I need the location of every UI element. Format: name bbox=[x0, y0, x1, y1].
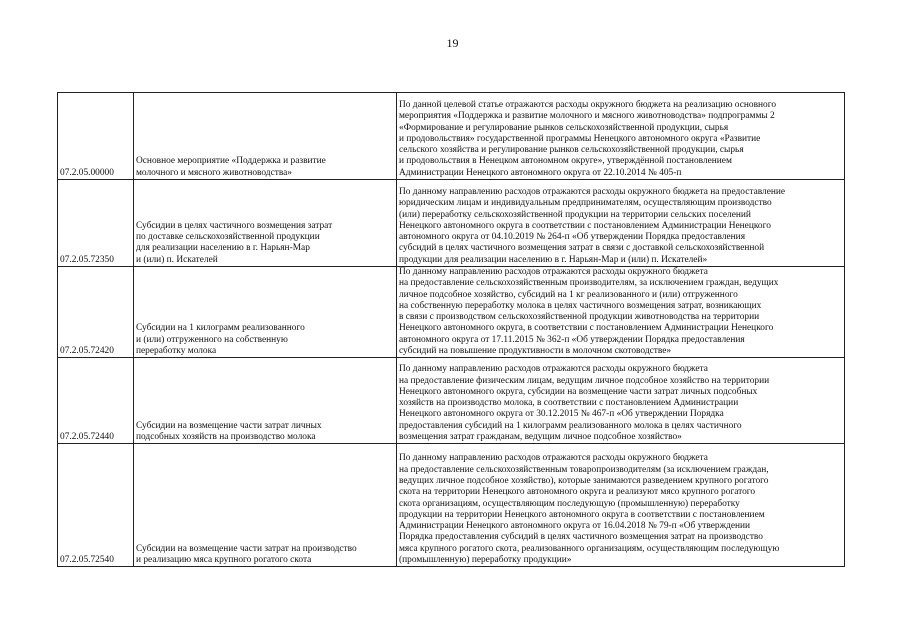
row-name bbox=[134, 444, 397, 567]
table-row bbox=[58, 358, 845, 444]
name-line: подсобных хозяйств на производство молока bbox=[136, 432, 316, 443]
desc-line: продукции для реализации населению в г. Нарьян-Мар и (или) п. Искателей» bbox=[399, 254, 708, 265]
name-line: молочного и мясного животноводства» bbox=[136, 167, 292, 178]
desc-line: Администрации Ненецкого автономного округа от 16.04.2018 № 79-п «Об утверждении bbox=[399, 521, 751, 532]
row-code: 07.2.05.72420 bbox=[58, 267, 134, 358]
desc-line: По данному направлению расходов отражаются расходы окружного бюджета на предоставление bbox=[399, 186, 786, 197]
table-row bbox=[58, 180, 845, 267]
name-line: Субсидии на возмещение части затрат личных bbox=[136, 420, 322, 431]
desc-line: Администрации Ненецкого автономного округа от 22.10.2014 № 405-п bbox=[399, 167, 682, 178]
name-line: переработку молока bbox=[136, 346, 217, 357]
desc-line: на предоставление сельскохозяйственным товаропроизводителям (за исключением граждан, bbox=[399, 464, 769, 475]
desc-line: По данному направлению расходов отражаются расходы окружного бюджета bbox=[399, 267, 708, 277]
page-number: 19 bbox=[446, 36, 459, 50]
row-description bbox=[397, 444, 845, 567]
desc-line: возмещения затрат гражданам, ведущим личное подсобное хозяйство» bbox=[399, 432, 682, 443]
name-line: Основное мероприятие «Поддержка и развитие bbox=[136, 156, 326, 167]
row-code: 07.2.05.72540 bbox=[58, 444, 134, 567]
table-row bbox=[58, 267, 845, 358]
budget-classification-table bbox=[57, 92, 845, 567]
row-name bbox=[134, 180, 397, 267]
desc-line: мяса крупного рогатого скота, реализованного организациям, осуществляющим последующую bbox=[399, 543, 780, 554]
desc-line: Ненецкого автономного округа в соответствии с постановлением Администрации Ненецкого bbox=[399, 220, 771, 231]
name-line: Субсидии в целях частичного возмещения затрат bbox=[136, 220, 333, 231]
desc-line: и продовольствия в Ненецком автономном округе», утверждённой постановлением bbox=[399, 156, 732, 167]
name-line: Субсидии на возмещение части затрат на производство bbox=[136, 543, 357, 554]
desc-line: на предоставление физическим лицам, ведущим личное подсобное хозяйство на территории bbox=[399, 375, 770, 386]
name-line: и (или) отгруженного на собственную bbox=[136, 334, 288, 345]
row-description bbox=[397, 358, 845, 444]
row-name bbox=[134, 358, 397, 444]
desc-line: продукции на территории Ненецкого автономного округа в соответствии с постановлением bbox=[399, 509, 765, 520]
desc-line: на собственную переработку молока в целях частичного возмещения затрат, возникающих bbox=[399, 300, 762, 311]
desc-line: По данному направлению расходов отражаются расходы окружного бюджета bbox=[399, 364, 708, 375]
desc-line: Ненецкого автономного округа от 30.12.2015 № 467-п «Об утверждении Порядка bbox=[399, 409, 724, 420]
name-line: по доставке сельскохозяйственной продукции bbox=[136, 232, 320, 243]
desc-line: юридическим лицам и индивидуальным предпринимателям, осуществляющим производство bbox=[399, 198, 772, 209]
row-description bbox=[397, 93, 845, 180]
table-row bbox=[58, 93, 845, 180]
desc-line: Ненецкого автономного округа, субсидии на возмещение части затрат личных подсобных bbox=[399, 386, 758, 397]
desc-line: субсидий в целях частичного возмещения затрат в связи с доставкой сельскохозяйственной bbox=[399, 243, 765, 254]
desc-line: хозяйств на производство молока, в соответствии с постановлением Администрации bbox=[399, 398, 739, 409]
row-name bbox=[134, 267, 397, 358]
desc-line: в связи с производством сельскохозяйственной продукции животноводства на территории bbox=[399, 312, 760, 323]
desc-line: автономного округа от 17.11.2015 № 362-п «Об утверждении Порядка предоставления bbox=[399, 334, 745, 345]
desc-line: скота организациям, осуществляющим последующую (промышленную) переработку bbox=[399, 498, 740, 509]
desc-line: на предоставление сельскохозяйственным производителям, за исключением граждан, ведущих bbox=[399, 278, 779, 289]
row-description bbox=[397, 180, 845, 267]
row-code: 07.2.05.72440 bbox=[58, 358, 134, 444]
name-line: и (или) п. Искателей bbox=[136, 254, 218, 265]
desc-line: личное подсобное хозяйство, субсидий на 1 кг реализованного и (или) отгруженного bbox=[399, 289, 738, 300]
desc-line: предоставления субсидий на 1 килограмм реализованного молока в целях частичного bbox=[399, 420, 742, 431]
desc-line: и продовольствия» государственной программы Ненецкого автономного округа «Развитие bbox=[399, 133, 761, 144]
desc-line: Ненецкого автономного округа, в соответствии с постановлением Администрации Ненецкого bbox=[399, 323, 774, 334]
desc-line: автономного округа от 04.10.2019 № 264-п «Об утверждении Порядка предоставления bbox=[399, 232, 746, 243]
desc-line: ведущих личное подсобное хозяйство), которые занимаются разведением крупного рогатого bbox=[399, 476, 769, 486]
desc-line: «Формирование и регулирование рынков сельскохозяйственной продукции, сырья bbox=[399, 122, 729, 133]
name-line: и реализацию мяса крупного рогатого скота bbox=[136, 555, 312, 566]
desc-line: (промышленную) переработку продукции» bbox=[399, 555, 572, 566]
desc-line: Порядка предоставления субсидий в целях частичного возмещения затрат на производство bbox=[399, 532, 763, 543]
desc-line: субсидий на повышение продуктивности в молочном скотоводстве» bbox=[399, 346, 672, 357]
table-row bbox=[58, 444, 845, 567]
name-line: Субсидии на 1 килограмм реализованного bbox=[136, 323, 305, 334]
row-name bbox=[134, 93, 397, 180]
desc-line: (или) переработку сельскохозяйственной продукции на территории сельских поселений bbox=[399, 209, 751, 220]
desc-line: сельского хозяйства и регулирование рынков сельскохозяйственной продукции, сырья bbox=[399, 145, 744, 156]
name-line: для реализации населению в г. Нарьян-Мар bbox=[136, 243, 310, 254]
row-description bbox=[397, 267, 845, 358]
desc-line: мероприятия «Поддержка и развитие молочного и мясного животноводства» подпрограммы 2 bbox=[399, 111, 775, 122]
row-code: 07.2.05.72350 bbox=[58, 180, 134, 267]
desc-line: скота на территории Ненецкого автономного округа и реализуют мясо крупного рогатого bbox=[399, 487, 756, 498]
row-code: 07.2.05.00000 bbox=[58, 93, 134, 180]
desc-line: По данной целевой статье отражаются расходы окружного бюджета на реализацию основного bbox=[399, 99, 777, 110]
desc-line: По данному направлению расходов отражаются расходы окружного бюджета bbox=[399, 453, 708, 464]
